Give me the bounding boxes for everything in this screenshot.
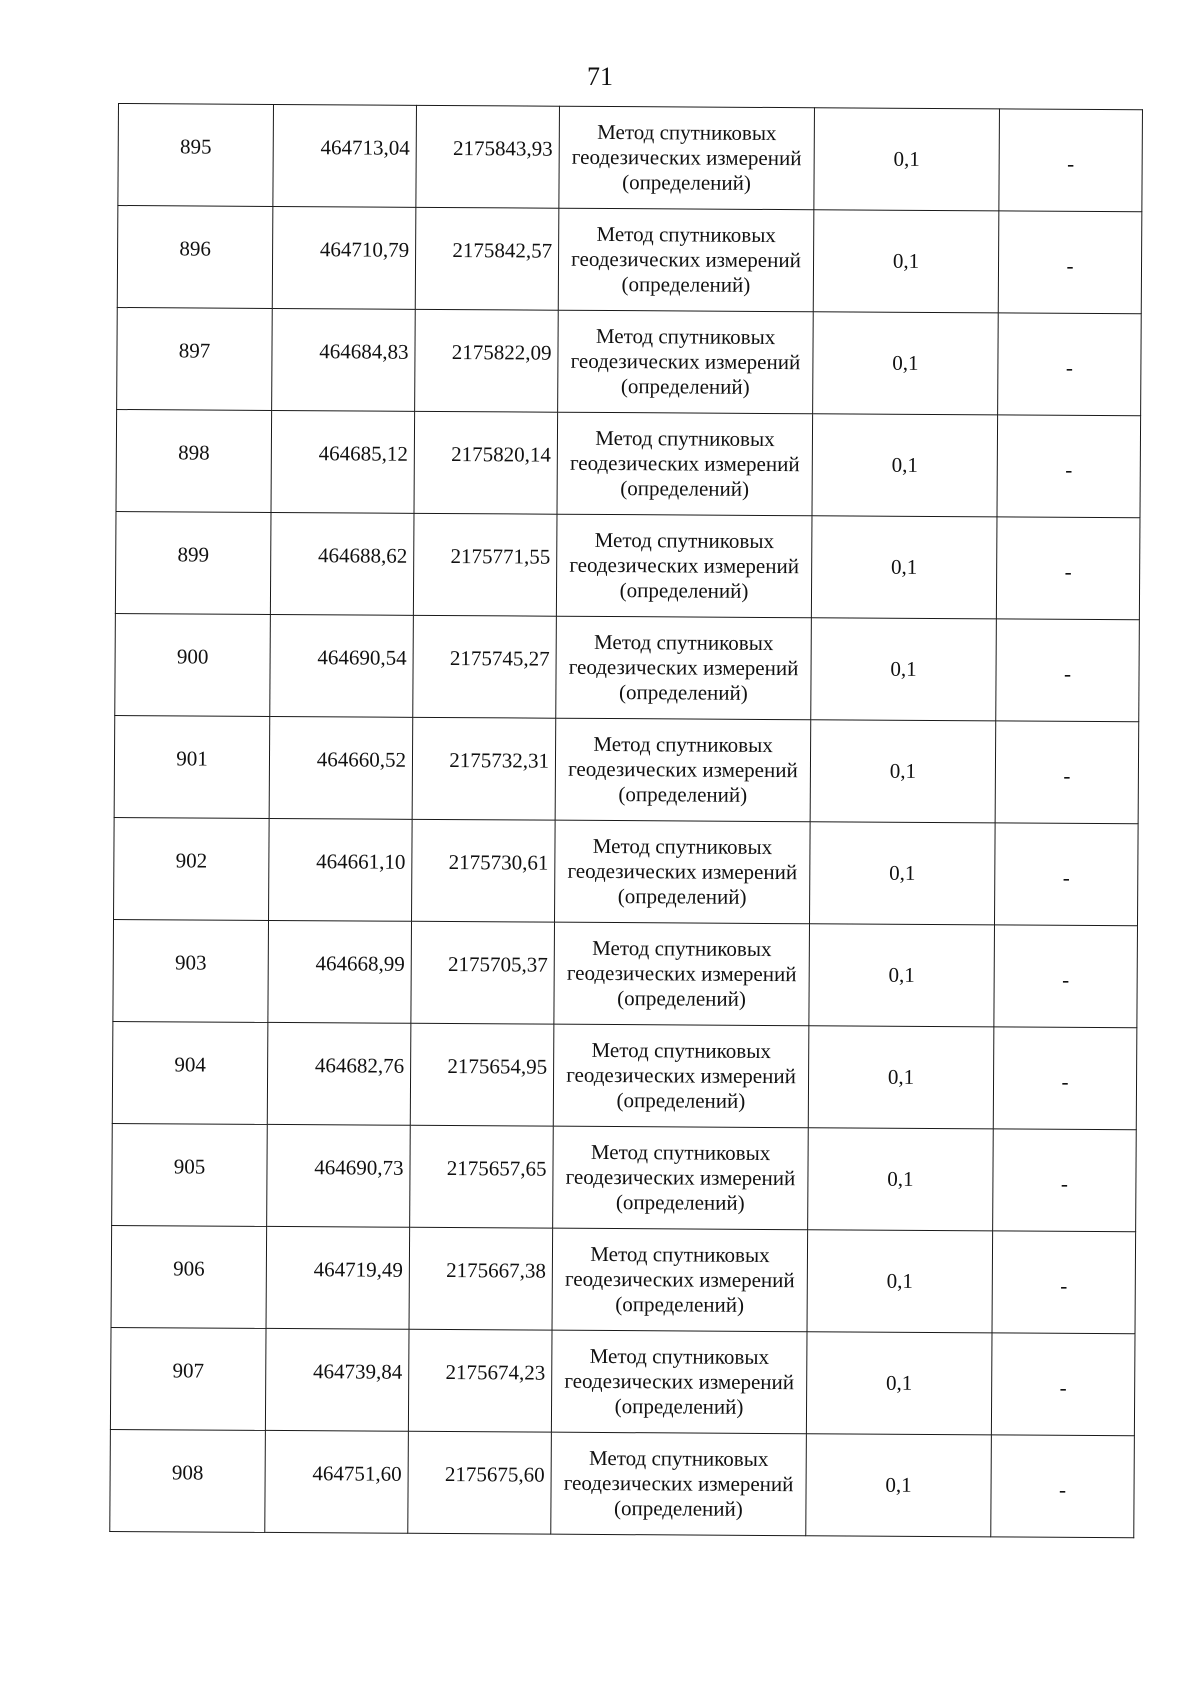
- table-row: [110, 1327, 1135, 1435]
- table-row: [110, 1429, 1135, 1537]
- method-line-3: (определений): [622, 170, 751, 195]
- note-cell: [991, 1333, 1135, 1436]
- note-value: -: [1061, 1069, 1069, 1094]
- x-coordinate-cell: [267, 1124, 411, 1227]
- note-value: -: [1058, 1477, 1067, 1502]
- point-number: 904: [174, 1052, 206, 1077]
- y-coordinate-cell: [415, 207, 559, 310]
- x-coordinate: 464739,84: [312, 1359, 403, 1384]
- y-coordinate: 2175705,37: [447, 952, 548, 977]
- method-line-2: геодезических измерений: [566, 960, 797, 987]
- accuracy-value: 0,1: [892, 248, 920, 273]
- y-coordinate-cell: [415, 309, 559, 412]
- note-cell: [997, 415, 1141, 518]
- table-row: [112, 1123, 1137, 1231]
- x-coordinate-cell: [269, 818, 413, 921]
- note-value: -: [1064, 559, 1072, 584]
- method-cell: [554, 922, 810, 1026]
- y-coordinate-cell: [408, 1329, 552, 1432]
- method-line-1: Метод спутниковых: [595, 425, 775, 452]
- method-line-2: геодезических измерений: [568, 654, 799, 681]
- note-value: -: [1065, 457, 1073, 482]
- x-coordinate: 464710,79: [319, 237, 410, 262]
- note-cell: [994, 925, 1138, 1028]
- y-coordinate: 2175675,60: [444, 1462, 545, 1487]
- y-coordinate-cell: [416, 105, 560, 208]
- note-value: -: [1060, 1273, 1068, 1298]
- accuracy-cell: [808, 1128, 994, 1231]
- accuracy-cell: [810, 720, 996, 823]
- note-cell: [999, 109, 1143, 212]
- x-coordinate-cell: [269, 716, 413, 819]
- point-number-cell: [111, 1225, 267, 1328]
- y-coordinate-cell: [411, 921, 555, 1024]
- x-coordinate-cell: [265, 1430, 409, 1533]
- point-number: 902: [175, 848, 208, 873]
- accuracy-cell: [811, 618, 997, 721]
- method-cell: [556, 514, 812, 618]
- accuracy-value: 0,1: [886, 1268, 914, 1293]
- table-row: [115, 613, 1140, 721]
- method-cell: [552, 1228, 808, 1332]
- table-body: [110, 104, 1143, 1538]
- method-line-2: геодезических измерений: [563, 1470, 794, 1497]
- point-number-cell: [110, 1429, 266, 1532]
- x-coordinate: 464660,52: [316, 747, 407, 772]
- method-line-1: Метод спутниковых: [594, 527, 775, 554]
- y-coordinate: 2175842,57: [452, 238, 553, 263]
- note-value: -: [1060, 1171, 1068, 1196]
- note-value: -: [1062, 967, 1070, 992]
- table-row: [115, 511, 1140, 619]
- method-line-3: (определений): [617, 986, 747, 1011]
- accuracy-cell: [807, 1230, 993, 1333]
- method-line-2: геодезических измерений: [570, 348, 801, 375]
- accuracy-value: 0,1: [889, 860, 916, 885]
- accuracy-cell: [813, 210, 999, 313]
- method-line-1: Метод спутниковых: [592, 833, 773, 860]
- point-number: 900: [176, 644, 209, 669]
- x-coordinate-cell: [268, 920, 412, 1023]
- method-cell: [553, 1024, 809, 1128]
- method-line-1: Метод спутниковых: [589, 1343, 770, 1369]
- point-number: 906: [173, 1256, 205, 1281]
- accuracy-cell: [809, 924, 995, 1027]
- method-line-3: (определений): [615, 1190, 745, 1215]
- method-cell: [556, 616, 812, 720]
- accuracy-value: 0,1: [885, 1472, 912, 1497]
- point-number-cell: [115, 511, 271, 614]
- y-coordinate-cell: [409, 1227, 553, 1330]
- note-value: -: [1063, 661, 1072, 686]
- note-cell: [996, 619, 1140, 722]
- y-coordinate: 2175771,55: [450, 544, 551, 569]
- point-number-cell: [114, 817, 270, 920]
- accuracy-value: 0,1: [890, 656, 917, 681]
- method-line-1: Метод спутниковых: [588, 1445, 769, 1471]
- x-coordinate: 464751,60: [312, 1461, 402, 1486]
- y-coordinate: 2175657,65: [446, 1156, 547, 1181]
- y-coordinate-cell: [414, 411, 558, 514]
- y-coordinate: 2175654,95: [447, 1054, 548, 1079]
- point-number: 895: [179, 134, 212, 159]
- x-coordinate: 464719,49: [313, 1257, 403, 1282]
- table-row: [111, 1225, 1136, 1333]
- method-line-2: геодезических измерений: [569, 450, 800, 477]
- method-cell: [559, 106, 815, 210]
- note-cell: [993, 1027, 1137, 1130]
- accuracy-cell: [814, 108, 1000, 211]
- x-coordinate-cell: [273, 104, 417, 207]
- method-line-1: Метод спутниковых: [595, 323, 776, 350]
- x-coordinate-cell: [270, 512, 414, 615]
- table-row: [116, 409, 1141, 517]
- point-number-cell: [112, 1021, 268, 1124]
- method-line-2: геодезических измерений: [566, 1062, 796, 1089]
- y-coordinate: 2175843,93: [452, 136, 553, 161]
- x-coordinate: 464685,12: [318, 441, 408, 466]
- note-value: -: [1066, 253, 1074, 278]
- note-cell: [994, 823, 1138, 926]
- method-line-1: Метод спутниковых: [593, 629, 774, 656]
- point-number: 899: [177, 542, 210, 567]
- method-line-1: Метод спутниковых: [597, 119, 777, 146]
- x-coordinate: 464661,10: [316, 849, 406, 874]
- accuracy-cell: [809, 822, 995, 925]
- table-row: [114, 715, 1139, 823]
- accuracy-value: 0,1: [893, 146, 920, 171]
- method-line-1: Метод спутниковых: [596, 221, 776, 248]
- point-number-cell: [113, 919, 269, 1022]
- y-coordinate-cell: [412, 717, 556, 820]
- page-number: 71: [587, 62, 613, 91]
- table-row: [117, 206, 1142, 314]
- x-coordinate-cell: [271, 410, 415, 513]
- method-line-3: (определений): [613, 1496, 743, 1521]
- method-line-1: Метод спутниковых: [590, 1139, 771, 1166]
- accuracy-value: 0,1: [889, 758, 917, 783]
- x-coordinate: 464713,04: [320, 135, 410, 160]
- accuracy-cell: [813, 312, 999, 415]
- accuracy-value: 0,1: [892, 350, 919, 375]
- note-cell: [993, 1129, 1137, 1232]
- table-row: [118, 104, 1143, 212]
- y-coordinate-cell: [413, 615, 557, 718]
- method-line-1: Метод спутниковых: [591, 1037, 771, 1064]
- method-line-3: (определений): [621, 272, 751, 297]
- point-number: 903: [174, 950, 207, 975]
- note-cell: [992, 1231, 1136, 1334]
- y-coordinate-cell: [413, 513, 557, 616]
- accuracy-cell: [811, 516, 997, 619]
- table-row: [113, 919, 1138, 1027]
- point-number-cell: [117, 307, 273, 410]
- method-line-3: (определений): [616, 1088, 746, 1113]
- y-coordinate: 2175732,31: [449, 748, 550, 773]
- point-number-cell: [118, 104, 274, 207]
- point-number-cell: [115, 613, 271, 716]
- coordinates-table: [109, 103, 1143, 1538]
- method-cell: [551, 1432, 807, 1536]
- method-cell: [551, 1330, 807, 1434]
- x-coordinate-cell: [270, 614, 414, 717]
- method-line-2: геодезических измерений: [569, 552, 800, 579]
- method-line-3: (определений): [620, 374, 750, 399]
- x-coordinate-cell: [266, 1226, 410, 1329]
- point-number-cell: [114, 715, 270, 818]
- method-cell: [555, 820, 811, 924]
- point-number: 896: [179, 236, 211, 261]
- method-line-3: (определений): [618, 680, 748, 705]
- x-coordinate: 464688,62: [317, 543, 408, 568]
- method-line-2: геодезических измерений: [564, 1368, 795, 1395]
- x-coordinate: 464690,54: [317, 645, 407, 670]
- y-coordinate-cell: [412, 819, 556, 922]
- accuracy-value: 0,1: [890, 554, 918, 579]
- accuracy-cell: [812, 414, 998, 517]
- y-coordinate-cell: [408, 1431, 552, 1534]
- x-coordinate-cell: [272, 308, 416, 411]
- method-line-3: (определений): [618, 782, 748, 807]
- x-coordinate: 464668,99: [315, 951, 405, 976]
- table-row: [114, 817, 1139, 925]
- method-line-2: геодезических измерений: [567, 858, 798, 885]
- x-coordinate-cell: [267, 1022, 411, 1125]
- y-coordinate-cell: [410, 1023, 554, 1126]
- accuracy-value: 0,1: [887, 1166, 914, 1191]
- point-number-cell: [116, 409, 272, 512]
- accuracy-value: 0,1: [887, 1064, 915, 1089]
- method-line-3: (определений): [619, 578, 749, 603]
- x-coordinate-cell: [265, 1328, 409, 1431]
- method-line-3: (определений): [615, 1292, 745, 1317]
- note-value: -: [1062, 865, 1070, 890]
- x-coordinate: 464690,73: [314, 1155, 404, 1180]
- y-coordinate-cell: [410, 1125, 554, 1228]
- table-row: [117, 307, 1142, 415]
- method-line-1: Метод спутниковых: [590, 1241, 770, 1268]
- point-number: 907: [172, 1358, 205, 1383]
- table-row: [112, 1021, 1137, 1129]
- note-value: -: [1065, 355, 1073, 380]
- accuracy-cell: [806, 1434, 992, 1537]
- method-line-2: геодезических измерений: [571, 144, 802, 171]
- method-line-2: геодезических измерений: [568, 756, 798, 783]
- method-line-3: (определений): [620, 476, 750, 501]
- method-line-2: геодезических измерений: [571, 246, 801, 273]
- method-line-1: Метод спутниковых: [592, 935, 772, 962]
- y-coordinate: 2175667,38: [446, 1258, 546, 1283]
- point-number: 901: [176, 746, 208, 771]
- note-cell: [995, 721, 1139, 824]
- y-coordinate: 2175745,27: [449, 646, 550, 671]
- point-number-cell: [117, 206, 273, 309]
- point-number: 905: [173, 1154, 206, 1179]
- accuracy-value: 0,1: [885, 1370, 913, 1395]
- accuracy-cell: [808, 1026, 994, 1129]
- x-coordinate: 464682,76: [314, 1053, 405, 1078]
- accuracy-cell: [806, 1332, 992, 1435]
- method-line-2: геодезических измерений: [564, 1266, 795, 1293]
- method-cell: [555, 718, 811, 822]
- x-coordinate-cell: [272, 206, 416, 309]
- note-cell: [996, 517, 1140, 620]
- method-line-2: геодезических измерений: [565, 1164, 796, 1191]
- y-coordinate: 2175730,61: [448, 850, 549, 875]
- method-line-3: (определений): [617, 884, 747, 909]
- point-number-cell: [110, 1327, 266, 1430]
- note-value: -: [1059, 1375, 1067, 1400]
- method-cell: [557, 412, 813, 516]
- note-cell: [998, 211, 1142, 314]
- point-number: 897: [178, 338, 211, 363]
- method-cell: [558, 310, 814, 414]
- accuracy-value: 0,1: [891, 452, 919, 477]
- point-number-cell: [112, 1123, 268, 1226]
- point-number: 908: [171, 1460, 204, 1485]
- method-line-3: (определений): [614, 1394, 744, 1419]
- note-value: -: [1067, 151, 1075, 176]
- x-coordinate: 464684,83: [319, 339, 409, 364]
- note-cell: [998, 313, 1142, 416]
- accuracy-value: 0,1: [888, 962, 915, 987]
- point-number: 898: [178, 440, 210, 465]
- method-cell: [553, 1126, 809, 1230]
- method-cell: [558, 208, 814, 312]
- note-value: -: [1063, 763, 1071, 788]
- y-coordinate: 2175822,09: [451, 340, 552, 365]
- y-coordinate: 2175820,14: [451, 442, 551, 467]
- y-coordinate: 2175674,23: [445, 1360, 546, 1385]
- method-line-1: Метод спутниковых: [593, 731, 773, 758]
- note-cell: [991, 1435, 1135, 1538]
